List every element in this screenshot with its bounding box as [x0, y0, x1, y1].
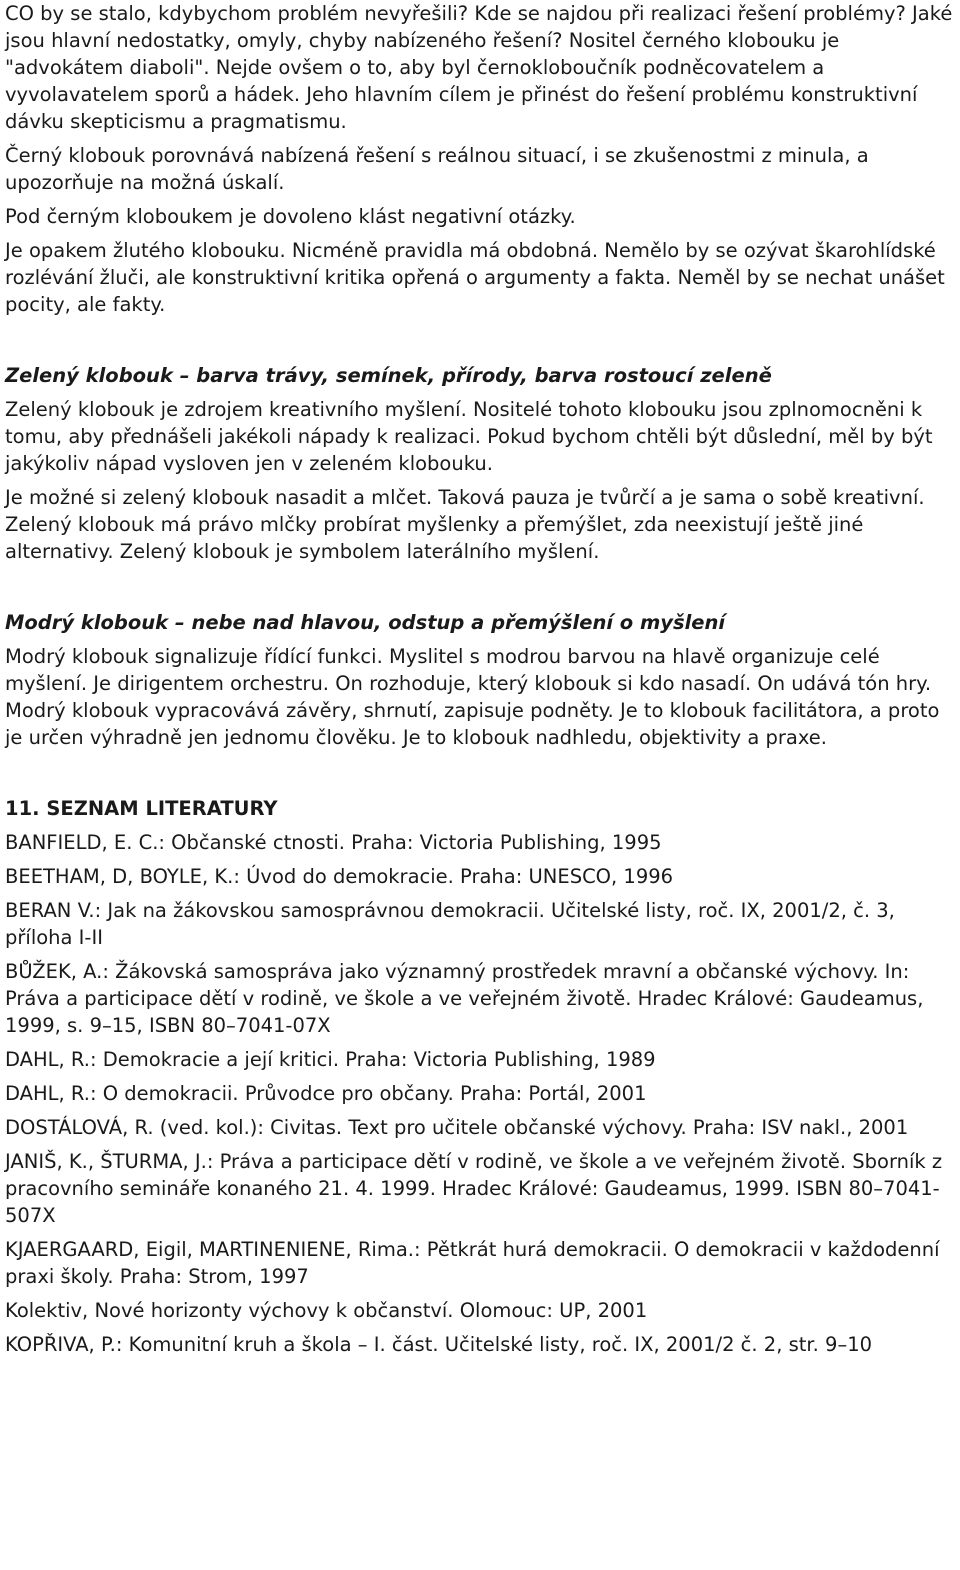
black-hat-paragraph-1: CO by se stalo, kdybychom problém nevyřešili? Kde se najdou při realizaci řešení problémy? Jaké jsou hlavní nedostatky, omyly, chyby nabízeného řešení? Nositel černého klobouku je "advokátem diaboli". Nejde ovšem o to, aby byl černokloboučník podněcovatelem a vyvolavatelem sporů a hádek. Jeho hlavním cílem je přinést do řešení problému konstruktivní dávku skepticismu a pragmatismu. — [5, 2, 953, 133]
green-hat-heading: Zelený klobouk – barva trávy, semínek, přírody, barva rostoucí zeleně — [5, 364, 772, 387]
literature-item: KJAERGAARD, Eigil, MARTINENIENE, Rima.: Pětkrát hurá demokracii. O demokracii v každodenní praxi školy. Praha: Strom, 1997 — [5, 1238, 940, 1288]
blue-hat-heading: Modrý klobouk – nebe nad hlavou, odstup a přemýšlení o myšlení — [5, 611, 726, 634]
literature-item: BŮŽEK, A.: Žákovská samospráva jako významný prostředek mravní a občanské výchovy. In: Práva a participace dětí v rodině, ve škole a ve veřejném životě. Hradec Králové: Gaudeamus, 1999, s. 9–15, ISBN 80–7041-07X — [5, 960, 924, 1037]
literature-item: BEETHAM, D, BOYLE, K.: Úvod do demokracie. Praha: UNESCO, 1996 — [5, 865, 674, 888]
literature-item: KOPŘIVA, P.: Komunitní kruh a škola – I. část. Učitelské listy, roč. IX, 2001/2 č. 2, str. 9–10 — [5, 1333, 873, 1356]
black-hat-paragraph-2: Černý klobouk porovnává nabízená řešení s reálnou situací, i se zkušenostmi z minula, a upozorňuje na možná úskalí. — [5, 144, 869, 194]
literature-item: BANFIELD, E. C.: Občanské ctnosti. Praha: Victoria Publishing, 1995 — [5, 831, 662, 854]
literature-item: JANIŠ, K., ŠTURMA, J.: Práva a participace dětí v rodině, ve škole a ve veřejném životě. Sborník z pracovního semináře konaného 21. 4. 1999. Hradec Králové: Gaudeamus, 1999. ISBN 80–7041-507X — [5, 1150, 943, 1227]
blue-hat-paragraph-1: Modrý klobouk signalizuje řídící funkci. Myslitel s modrou barvou na hlavě organizuje celé myšlení. Je dirigentem orchestru. On rozhoduje, který klobouk si kdo nasadí. On udává tón hry. Modrý klobouk vypracovává závěry, shrnutí, zapisuje podněty. Je to klobouk facilitátora, a proto je určen výhradně jen jednomu člověku. Je to klobouk nadhledu, objektivity a praxe. — [5, 645, 940, 749]
black-hat-paragraph-3: Pod černým kloboukem je dovoleno klást negativní otázky. — [5, 205, 576, 228]
black-hat-paragraph-4: Je opakem žlutého klobouku. Nicméně pravidla má obdobná. Nemělo by se ozývat škarohlídské rozlévání žluči, ale konstruktivní kritika opřená o argumenty a fakta. Neměl by se nechat unášet pocity, ale fakty. — [5, 239, 945, 316]
literature-item: BERAN V.: Jak na žákovskou samosprávnou demokracii. Učitelské listy, roč. IX, 2001/2, č. 3, příloha I-II — [5, 899, 895, 949]
literature-item: Kolektiv, Nové horizonty výchovy k občanství. Olomouc: UP, 2001 — [5, 1299, 648, 1322]
literature-item: DAHL, R.: O demokracii. Průvodce pro občany. Praha: Portál, 2001 — [5, 1082, 647, 1105]
document-page — [5, 0, 955, 1358]
green-hat-paragraph-2: Je možné si zelený klobouk nasadit a mlčet. Taková pauza je tvůrčí a je sama o sobě kreativní. Zelený klobouk má právo mlčky probírat myšlenky a přemýšlet, zda neexistují ještě jiné alternativy. Zelený klobouk je symbolem laterálního myšlení. — [5, 486, 925, 563]
literature-item: DOSTÁLOVÁ, R. (ved. kol.): Civitas. Text pro učitele občanské výchovy. Praha: ISV nakl., 2001 — [5, 1116, 909, 1139]
literature-item: DAHL, R.: Demokracie a její kritici. Praha: Victoria Publishing, 1989 — [5, 1048, 656, 1071]
green-hat-paragraph-1: Zelený klobouk je zdrojem kreativního myšlení. Nositelé tohoto klobouku jsou zplnomocněni k tomu, aby přednášeli jakékoli nápady k realizaci. Pokud bychom chtěli být důslední, měl by být jakýkoliv nápad vysloven jen v zeleném klobouku. — [5, 398, 933, 475]
literature-heading: 11. SEZNAM LITERATURY — [5, 797, 278, 820]
